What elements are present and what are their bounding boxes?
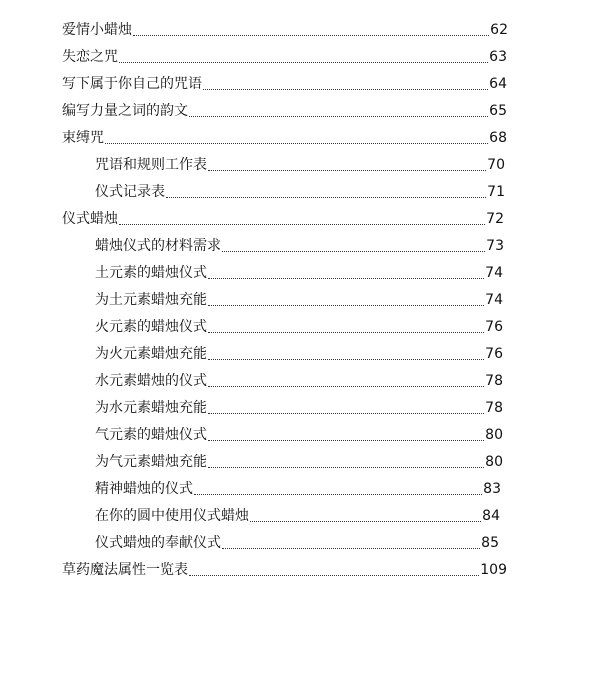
toc-entry[interactable]: [0, 17, 508, 44]
toc-entry-page-number: 109: [480, 562, 507, 578]
toc-entry-title: 蜡烛仪式的材料需求: [95, 238, 221, 254]
toc-entry[interactable]: [0, 44, 507, 71]
toc-entry-title: 为火元素蜡烛充能: [95, 346, 207, 362]
dot-leader: [208, 466, 484, 468]
toc-entry[interactable]: [0, 530, 499, 557]
dot-leader: [250, 520, 481, 522]
toc-entry-page-number: 78: [485, 400, 503, 416]
toc-entry[interactable]: [0, 260, 503, 287]
toc-entry-page-number: 72: [486, 211, 504, 227]
toc-entry-page-number: 80: [485, 427, 503, 443]
toc-entry-page-number: 83: [483, 481, 501, 497]
toc-entry[interactable]: [0, 557, 507, 584]
toc-entry[interactable]: [0, 152, 505, 179]
toc-entry[interactable]: [0, 179, 505, 206]
toc-entry-page-number: 74: [485, 292, 503, 308]
dot-leader: [208, 331, 484, 333]
toc-entry-page-number: 64: [489, 76, 507, 92]
toc-entry-title: 编写力量之词的韵文: [62, 103, 188, 119]
toc-entry[interactable]: [0, 422, 503, 449]
toc-entry[interactable]: [0, 125, 507, 152]
toc-entry[interactable]: [0, 287, 503, 314]
toc-entry-title: 土元素的蜡烛仪式: [95, 265, 207, 281]
toc-entry-page-number: 71: [487, 184, 505, 200]
dot-leader: [189, 115, 488, 117]
toc-entry[interactable]: [0, 233, 504, 260]
toc-entry-page-number: 73: [486, 238, 504, 254]
toc-entry-page-number: 84: [482, 508, 500, 524]
toc-entry-page-number: 78: [485, 373, 503, 389]
dot-leader: [208, 358, 484, 360]
dot-leader: [105, 142, 488, 144]
toc-entry-title: 束缚咒: [62, 130, 104, 146]
toc-entry-page-number: 76: [485, 319, 503, 335]
toc-entry[interactable]: [0, 395, 503, 422]
dot-leader: [222, 250, 485, 252]
toc-entry-page-number: 85: [481, 535, 499, 551]
toc-entry-page-number: 74: [485, 265, 503, 281]
dot-leader: [222, 547, 480, 549]
toc-entry-page-number: 63: [489, 49, 507, 65]
toc-entry[interactable]: [0, 314, 503, 341]
dot-leader: [208, 385, 484, 387]
toc-entry-title: 写下属于你自己的咒语: [62, 76, 202, 92]
toc-entry-page-number: 65: [489, 103, 507, 119]
toc-entry[interactable]: [0, 368, 503, 395]
dot-leader: [208, 412, 484, 414]
toc-entry-title: 精神蜡烛的仪式: [95, 481, 193, 497]
toc-entry[interactable]: [0, 503, 500, 530]
toc-entry-title: 气元素的蜡烛仪式: [95, 427, 207, 443]
toc-entry-title: 草药魔法属性一览表: [62, 562, 188, 578]
toc-entry-title: 为水元素蜡烛充能: [95, 400, 207, 416]
toc-entry-page-number: 70: [487, 157, 505, 173]
toc-entry-page-number: 68: [489, 130, 507, 146]
dot-leader: [133, 34, 489, 36]
dot-leader: [119, 61, 488, 63]
toc-entry-title: 仪式蜡烛: [62, 211, 118, 227]
toc-entry[interactable]: [0, 98, 507, 125]
toc-entry-page-number: 62: [490, 22, 508, 38]
dot-leader: [208, 169, 486, 171]
toc-entry-page-number: 76: [485, 346, 503, 362]
toc-entry-title: 水元素蜡烛的仪式: [95, 373, 207, 389]
dot-leader: [208, 439, 484, 441]
dot-leader: [208, 304, 484, 306]
toc-entry[interactable]: [0, 206, 504, 233]
toc-entry-title: 火元素的蜡烛仪式: [95, 319, 207, 335]
toc-entry-page-number: 80: [485, 454, 503, 470]
table-of-contents: [0, 17, 596, 584]
dot-leader: [203, 88, 488, 90]
toc-entry-title: 咒语和规则工作表: [95, 157, 207, 173]
dot-leader: [208, 277, 484, 279]
toc-entry-title: 为土元素蜡烛充能: [95, 292, 207, 308]
toc-entry-title: 为气元素蜡烛充能: [95, 454, 207, 470]
toc-entry[interactable]: [0, 449, 503, 476]
toc-entry[interactable]: [0, 71, 507, 98]
toc-entry[interactable]: [0, 476, 501, 503]
toc-entry-title: 仪式记录表: [95, 184, 165, 200]
toc-entry-title: 仪式蜡烛的奉献仪式: [95, 535, 221, 551]
dot-leader: [119, 223, 485, 225]
toc-entry-title: 失恋之咒: [62, 49, 118, 65]
dot-leader: [189, 574, 479, 576]
toc-entry[interactable]: [0, 341, 503, 368]
toc-entry-title: 爱情小蜡烛: [62, 22, 132, 38]
dot-leader: [194, 493, 482, 495]
dot-leader: [166, 196, 486, 198]
toc-entry-title: 在你的圆中使用仪式蜡烛: [95, 508, 249, 524]
